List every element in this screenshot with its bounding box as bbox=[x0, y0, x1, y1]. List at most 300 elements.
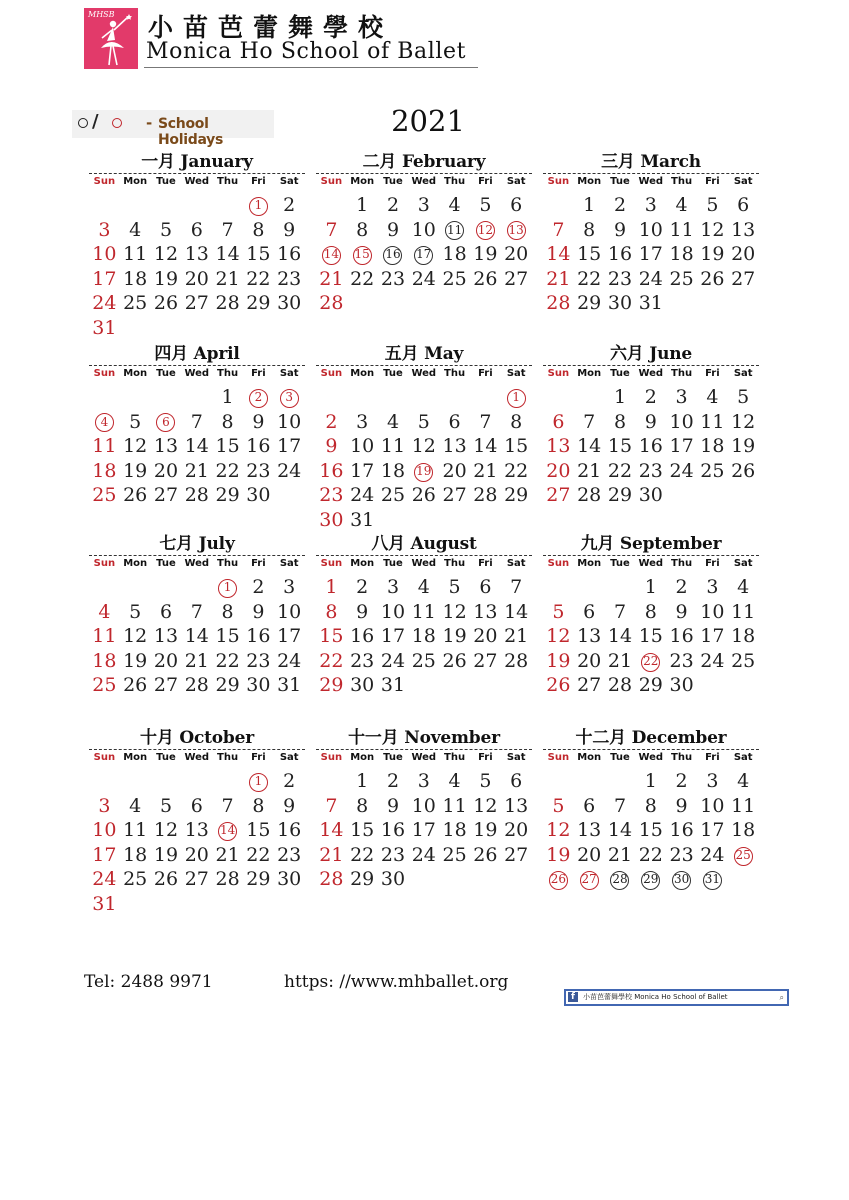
day: 4 bbox=[737, 576, 750, 598]
weekday-label: Wed bbox=[184, 752, 210, 763]
day: 31 bbox=[350, 508, 375, 531]
weekday-label: Thu bbox=[217, 752, 239, 763]
weekday-label: Tue bbox=[156, 752, 176, 763]
weekday-label: Sat bbox=[506, 176, 526, 187]
day: 24 bbox=[411, 267, 436, 290]
day: 12 bbox=[153, 243, 179, 266]
weekday-label: Wed bbox=[638, 368, 664, 379]
day: 14 bbox=[184, 435, 209, 458]
day: 24 bbox=[638, 267, 663, 290]
day: 19 bbox=[442, 625, 467, 648]
holiday-day-red: 14 bbox=[212, 818, 243, 843]
holiday-day-black: 30 bbox=[666, 867, 697, 892]
sunday-day: 1 bbox=[325, 576, 338, 598]
day: 19 bbox=[153, 843, 179, 866]
day: 3 bbox=[706, 576, 719, 598]
day: 10 bbox=[277, 410, 302, 433]
day: 8 bbox=[644, 600, 657, 623]
month-divider bbox=[89, 173, 305, 174]
weekday-label: Mon bbox=[350, 176, 375, 187]
day-grid bbox=[316, 769, 532, 892]
day: 9 bbox=[386, 218, 400, 241]
holiday-day-black: 17 bbox=[408, 242, 439, 267]
weekday-label: Sun bbox=[547, 752, 570, 763]
day: 27 bbox=[153, 484, 179, 507]
weekday-label: Tue bbox=[156, 176, 176, 187]
empty-day bbox=[543, 385, 574, 410]
day: 2 bbox=[675, 770, 688, 792]
day: 27 bbox=[184, 868, 209, 891]
weekday-header bbox=[89, 751, 305, 765]
weekday-label: Thu bbox=[444, 368, 466, 379]
month-divider bbox=[543, 173, 759, 174]
empty-day bbox=[181, 575, 212, 600]
day: 5 bbox=[159, 218, 173, 241]
facebook-search-field bbox=[566, 991, 787, 1004]
day: 22 bbox=[350, 267, 375, 290]
weekday-label: Fri bbox=[705, 176, 720, 187]
weekday-label: Mon bbox=[123, 558, 148, 569]
day: 15 bbox=[350, 819, 375, 842]
day: 5 bbox=[448, 576, 461, 598]
day: 14 bbox=[473, 435, 498, 458]
weekday-label: Sun bbox=[93, 176, 116, 187]
day: 2 bbox=[644, 386, 657, 408]
day: 29 bbox=[577, 292, 602, 315]
day: 26 bbox=[731, 459, 756, 482]
weekday-label: Mon bbox=[350, 752, 375, 763]
weekday-label: Sun bbox=[93, 368, 116, 379]
empty-day bbox=[316, 769, 347, 794]
red-circle-icon bbox=[112, 118, 122, 128]
empty-day bbox=[316, 193, 347, 218]
day: 6 bbox=[479, 576, 492, 598]
day: 23 bbox=[669, 649, 694, 672]
day: 18 bbox=[411, 625, 436, 648]
day: 27 bbox=[577, 674, 602, 697]
weekday-header bbox=[316, 557, 532, 571]
empty-day bbox=[470, 385, 501, 410]
weekday-label: Thu bbox=[671, 752, 693, 763]
sunday-day: 7 bbox=[552, 218, 565, 241]
day: 11 bbox=[411, 600, 436, 623]
day: 30 bbox=[350, 674, 375, 697]
month-divider bbox=[543, 555, 759, 556]
weekday-label: Tue bbox=[156, 368, 176, 379]
day: 20 bbox=[153, 649, 179, 672]
day: 4 bbox=[129, 218, 142, 241]
month-title: 二月 February bbox=[362, 152, 486, 172]
day-grid bbox=[316, 385, 532, 533]
facebook-icon: f bbox=[568, 992, 578, 1002]
weekday-label: Thu bbox=[444, 558, 466, 569]
day: 1 bbox=[356, 770, 369, 792]
day: 6 bbox=[583, 794, 596, 817]
day: 29 bbox=[215, 674, 240, 697]
day: 9 bbox=[252, 600, 265, 623]
day: 11 bbox=[731, 600, 756, 623]
sunday-day: 11 bbox=[92, 435, 117, 458]
holiday-day-red: 25 bbox=[728, 843, 759, 868]
day: 1 bbox=[356, 194, 369, 216]
weekday-label: Tue bbox=[383, 558, 403, 569]
day: 16 bbox=[607, 243, 633, 266]
sunday-day: 12 bbox=[546, 625, 571, 648]
day: 10 bbox=[411, 218, 436, 241]
day: 1 bbox=[583, 194, 596, 216]
month-title: 四月 April bbox=[154, 344, 240, 364]
empty-day bbox=[543, 575, 574, 600]
day: 31 bbox=[380, 674, 406, 697]
empty-day bbox=[574, 769, 605, 794]
sunday-day: 12 bbox=[546, 819, 571, 842]
day: 29 bbox=[350, 868, 375, 891]
sunday-day: 20 bbox=[546, 459, 571, 482]
day: 8 bbox=[510, 410, 523, 433]
empty-day bbox=[151, 385, 182, 410]
search-icon[interactable]: ⌕ bbox=[779, 993, 784, 1002]
day: 28 bbox=[504, 649, 529, 672]
sunday-day: 22 bbox=[319, 649, 344, 672]
day: 2 bbox=[386, 770, 400, 792]
day: 22 bbox=[246, 843, 271, 866]
month-february bbox=[316, 151, 532, 316]
weekday-label: Mon bbox=[577, 752, 602, 763]
sunday-day: 13 bbox=[546, 435, 571, 458]
day: 25 bbox=[380, 484, 406, 507]
month-september bbox=[543, 533, 759, 698]
day: 18 bbox=[442, 819, 467, 842]
weekday-label: Fri bbox=[705, 368, 720, 379]
holiday-day-black: 28 bbox=[605, 867, 636, 892]
weekday-label: Wed bbox=[411, 558, 437, 569]
holiday-day-red: 3 bbox=[274, 385, 305, 410]
day: 2 bbox=[356, 576, 369, 598]
day: 19 bbox=[153, 267, 179, 290]
empty-day bbox=[543, 769, 574, 794]
day: 2 bbox=[675, 576, 688, 598]
weekday-label: Thu bbox=[217, 368, 239, 379]
day: 27 bbox=[504, 843, 529, 866]
day-grid bbox=[89, 385, 305, 508]
day: 3 bbox=[356, 410, 369, 433]
day: 2 bbox=[252, 576, 265, 598]
day: 23 bbox=[277, 843, 302, 866]
day: 4 bbox=[448, 770, 461, 792]
day: 14 bbox=[607, 625, 633, 648]
weekday-label: Sat bbox=[279, 368, 299, 379]
day: 9 bbox=[613, 218, 627, 241]
holiday-day-red: 4 bbox=[89, 410, 120, 435]
sunday-day: 28 bbox=[319, 292, 344, 315]
day: 4 bbox=[706, 386, 719, 408]
day: 6 bbox=[448, 410, 461, 433]
day: 23 bbox=[246, 459, 271, 482]
sunday-day: 18 bbox=[92, 649, 117, 672]
day: 30 bbox=[246, 484, 271, 507]
day: 30 bbox=[246, 674, 271, 697]
sunday-day: 26 bbox=[546, 674, 571, 697]
empty-day bbox=[574, 385, 605, 410]
day: 30 bbox=[277, 292, 302, 315]
sunday-day: 11 bbox=[92, 625, 117, 648]
day: 8 bbox=[252, 218, 265, 241]
holiday-day-red: 27 bbox=[574, 867, 605, 892]
day: 16 bbox=[246, 625, 271, 648]
day: 24 bbox=[700, 843, 725, 866]
empty-day bbox=[181, 193, 212, 218]
day: 18 bbox=[700, 435, 725, 458]
day: 4 bbox=[386, 410, 400, 433]
day: 18 bbox=[123, 267, 148, 290]
sunday-day: 16 bbox=[319, 459, 344, 482]
day: 23 bbox=[277, 267, 302, 290]
school-logo bbox=[84, 8, 138, 69]
weekday-label: Sun bbox=[547, 368, 570, 379]
month-title: 八月 August bbox=[371, 534, 477, 554]
day: 7 bbox=[583, 410, 596, 433]
day: 15 bbox=[504, 435, 529, 458]
day: 28 bbox=[184, 484, 209, 507]
day: 22 bbox=[350, 843, 375, 866]
weekday-label: Sat bbox=[506, 558, 526, 569]
holiday-day-black: 31 bbox=[697, 867, 728, 892]
sunday-day: 7 bbox=[325, 218, 338, 241]
day: 21 bbox=[577, 459, 602, 482]
day: 6 bbox=[510, 194, 523, 216]
month-december bbox=[543, 727, 759, 892]
month-title: 五月 May bbox=[384, 344, 464, 364]
sunday-day: 31 bbox=[92, 316, 117, 339]
legend-label: School Holidays bbox=[158, 116, 224, 148]
month-title: 三月 March bbox=[601, 152, 701, 172]
day: 15 bbox=[246, 819, 271, 842]
day: 8 bbox=[644, 794, 657, 817]
weekday-label: Mon bbox=[123, 752, 148, 763]
weekday-label: Thu bbox=[671, 176, 693, 187]
day: 15 bbox=[638, 625, 663, 648]
day: 17 bbox=[277, 435, 302, 458]
day: 19 bbox=[473, 819, 498, 842]
day: 26 bbox=[153, 868, 179, 891]
day: 13 bbox=[153, 435, 179, 458]
day: 6 bbox=[190, 794, 203, 817]
day: 12 bbox=[123, 435, 148, 458]
weekday-label: Tue bbox=[610, 176, 630, 187]
day: 29 bbox=[504, 484, 529, 507]
day: 2 bbox=[283, 194, 296, 216]
empty-day bbox=[574, 575, 605, 600]
day: 13 bbox=[577, 625, 602, 648]
sunday-day: 3 bbox=[98, 794, 111, 817]
day: 2 bbox=[283, 770, 296, 792]
weekday-label: Sat bbox=[506, 752, 526, 763]
month-title: 十二月 December bbox=[575, 728, 727, 748]
day: 23 bbox=[350, 649, 375, 672]
weekday-label: Tue bbox=[383, 176, 403, 187]
empty-day bbox=[543, 193, 574, 218]
empty-day bbox=[120, 769, 151, 794]
weekday-label: Wed bbox=[184, 368, 210, 379]
weekday-label: Sun bbox=[320, 752, 343, 763]
school-name-chinese: 小苗芭蕾舞學校 bbox=[148, 13, 394, 42]
day: 20 bbox=[184, 843, 209, 866]
day: 16 bbox=[669, 819, 694, 842]
day: 11 bbox=[669, 218, 694, 241]
day: 29 bbox=[215, 484, 240, 507]
month-title: 九月 September bbox=[580, 534, 722, 554]
day: 1 bbox=[613, 386, 627, 408]
holiday-day-red: 1 bbox=[501, 385, 532, 410]
day: 23 bbox=[380, 267, 406, 290]
day: 28 bbox=[473, 484, 498, 507]
weekday-label: Fri bbox=[705, 752, 720, 763]
day: 18 bbox=[669, 243, 694, 266]
empty-day bbox=[212, 193, 243, 218]
empty-day bbox=[89, 385, 120, 410]
day: 8 bbox=[613, 410, 627, 433]
day: 27 bbox=[184, 292, 209, 315]
telephone: Tel: 2488 9971 bbox=[84, 972, 213, 992]
day: 3 bbox=[417, 770, 430, 792]
day: 20 bbox=[504, 819, 529, 842]
day: 24 bbox=[380, 649, 406, 672]
month-may bbox=[316, 343, 532, 533]
weekday-label: Sat bbox=[279, 752, 299, 763]
sunday-day: 30 bbox=[319, 508, 344, 531]
day: 18 bbox=[442, 243, 467, 266]
month-divider bbox=[89, 749, 305, 750]
day: 8 bbox=[221, 410, 234, 433]
day: 20 bbox=[473, 625, 498, 648]
day: 11 bbox=[123, 819, 148, 842]
empty-day bbox=[120, 193, 151, 218]
day: 20 bbox=[442, 459, 467, 482]
holiday-day-red: 13 bbox=[501, 218, 532, 243]
day: 2 bbox=[613, 194, 627, 216]
empty-day bbox=[151, 769, 182, 794]
sunday-day: 2 bbox=[325, 410, 338, 433]
weekday-label: Fri bbox=[705, 558, 720, 569]
holiday-day-red: 12 bbox=[470, 218, 501, 243]
day: 24 bbox=[350, 484, 375, 507]
day: 12 bbox=[123, 625, 148, 648]
day: 23 bbox=[607, 267, 633, 290]
empty-day bbox=[378, 385, 409, 410]
weekday-label: Sat bbox=[279, 176, 299, 187]
day: 30 bbox=[607, 292, 633, 315]
weekday-label: Tue bbox=[610, 558, 630, 569]
black-circle-icon bbox=[78, 118, 88, 128]
empty-day bbox=[212, 769, 243, 794]
weekday-label: Sun bbox=[320, 176, 343, 187]
day: 15 bbox=[215, 625, 240, 648]
empty-day bbox=[181, 769, 212, 794]
day: 8 bbox=[356, 218, 369, 241]
sunday-day: 9 bbox=[325, 435, 338, 458]
day: 7 bbox=[510, 576, 523, 598]
day: 14 bbox=[504, 600, 529, 623]
sunday-day: 3 bbox=[98, 218, 111, 241]
day: 14 bbox=[577, 435, 602, 458]
day: 28 bbox=[215, 292, 240, 315]
day: 21 bbox=[184, 649, 209, 672]
day: 21 bbox=[504, 625, 529, 648]
day: 17 bbox=[277, 625, 302, 648]
holiday-day-black: 29 bbox=[635, 867, 666, 892]
day: 24 bbox=[277, 459, 302, 482]
day: 3 bbox=[283, 576, 296, 598]
weekday-label: Sun bbox=[320, 368, 343, 379]
day: 17 bbox=[638, 243, 663, 266]
month-divider bbox=[543, 365, 759, 366]
website-url[interactable]: https: //www.mhballet.org bbox=[284, 972, 509, 992]
weekday-label: Thu bbox=[444, 176, 466, 187]
day: 5 bbox=[129, 600, 142, 623]
weekday-label: Thu bbox=[217, 176, 239, 187]
weekday-label: Fri bbox=[251, 558, 266, 569]
day: 13 bbox=[731, 218, 756, 241]
empty-day bbox=[120, 575, 151, 600]
day: 27 bbox=[504, 267, 529, 290]
day: 6 bbox=[159, 600, 173, 623]
sunday-day: 7 bbox=[325, 794, 338, 817]
weekday-header bbox=[543, 751, 759, 765]
day: 30 bbox=[277, 868, 302, 891]
day: 21 bbox=[607, 843, 633, 866]
day: 30 bbox=[380, 868, 406, 891]
facebook-search-bar[interactable] bbox=[564, 989, 789, 1006]
day: 2 bbox=[386, 194, 400, 216]
day: 25 bbox=[700, 459, 725, 482]
day: 10 bbox=[277, 600, 302, 623]
day: 16 bbox=[669, 625, 694, 648]
weekday-label: Wed bbox=[411, 176, 437, 187]
day: 20 bbox=[577, 649, 602, 672]
holiday-day-red: 1 bbox=[243, 769, 274, 794]
day: 17 bbox=[411, 819, 436, 842]
day: 17 bbox=[350, 459, 375, 482]
day: 5 bbox=[479, 770, 492, 792]
day: 15 bbox=[577, 243, 602, 266]
weekday-header bbox=[89, 175, 305, 189]
day: 27 bbox=[473, 649, 498, 672]
day: 28 bbox=[215, 868, 240, 891]
sunday-day: 25 bbox=[92, 484, 117, 507]
day: 20 bbox=[577, 843, 602, 866]
day: 24 bbox=[411, 843, 436, 866]
day: 27 bbox=[731, 267, 756, 290]
day: 13 bbox=[442, 435, 467, 458]
day: 16 bbox=[350, 625, 375, 648]
weekday-label: Thu bbox=[217, 558, 239, 569]
day: 17 bbox=[700, 819, 725, 842]
day: 10 bbox=[350, 435, 375, 458]
day: 12 bbox=[153, 819, 179, 842]
day: 25 bbox=[442, 843, 467, 866]
day-grid bbox=[316, 575, 532, 698]
weekday-label: Sun bbox=[320, 558, 343, 569]
calendar-year: 2021 bbox=[391, 104, 465, 138]
empty-day bbox=[151, 575, 182, 600]
weekday-header bbox=[543, 557, 759, 571]
empty-day bbox=[347, 385, 378, 410]
holiday-day-red: 22 bbox=[635, 649, 666, 674]
month-divider bbox=[89, 365, 305, 366]
day: 26 bbox=[123, 484, 148, 507]
weekday-label: Sun bbox=[547, 176, 570, 187]
month-october bbox=[89, 727, 305, 917]
